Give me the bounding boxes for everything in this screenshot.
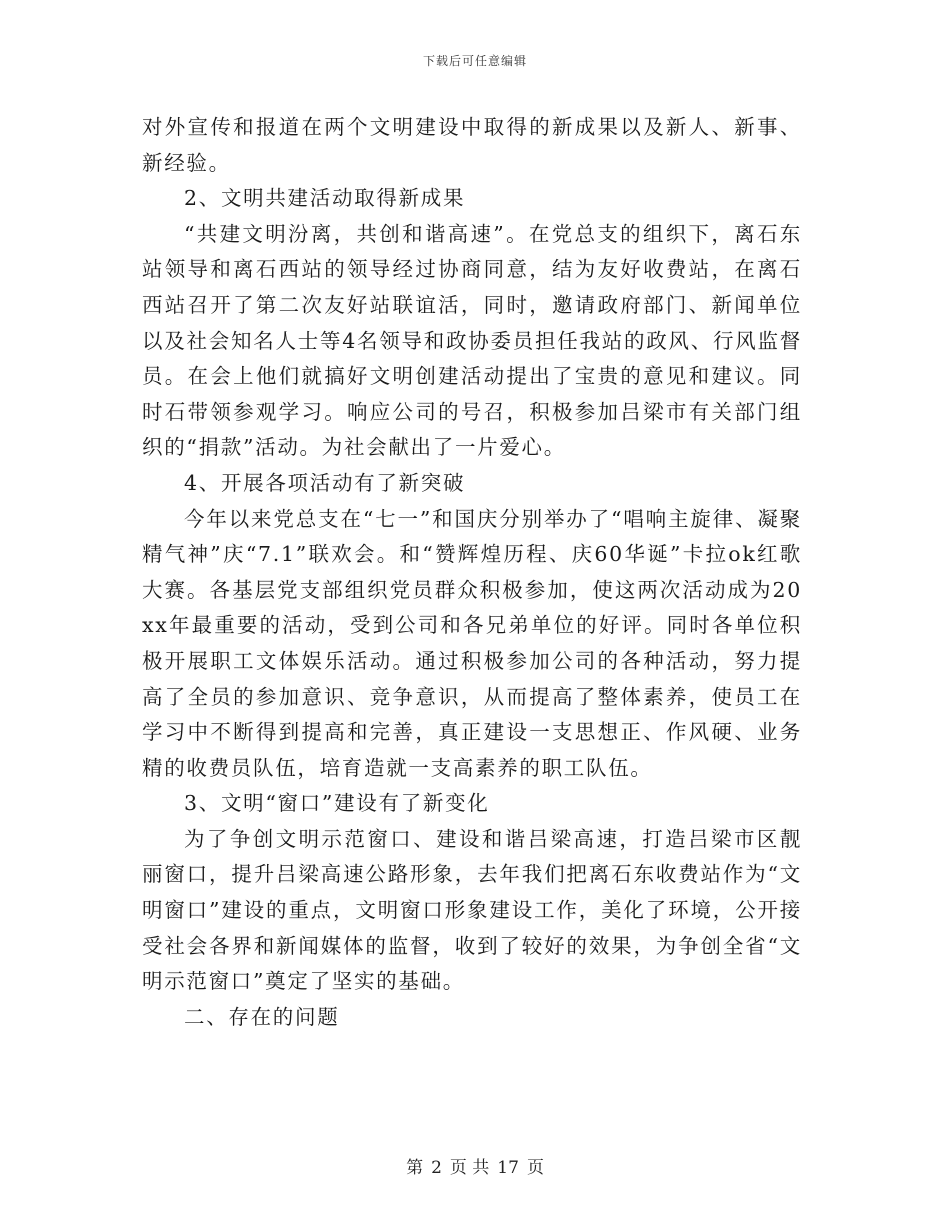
heading-civilization-co-building: 2、文明共建活动取得新成果 [184, 186, 466, 211]
page-total: 17 [497, 1158, 519, 1178]
document-body [142, 110, 802, 1035]
page-number-footer [0, 1153, 950, 1178]
paragraph-co-building: “共建文明汾离，共创和谐高速”。在党总支的组织下，离石东站领导和离石西站的领导经过协商同意，结为友好收费站，在离石西站召开了第二次友好站联谊活，同时，邀请政府部门、新闻单位以及社会知名人士等4名领导和政协委员担任我站的政风、行风监督员。在会上他们就搞好文明创建活动提出了宝贵的意见和建议。同时石带领参观学习。响应公司的号召，积极参加吕梁市有关部门组织的“捐款”活动。为社会献出了一片爱心。 [142, 221, 802, 460]
paragraph-continued: 对外宣传和报道在两个文明建设中取得的新成果以及新人、新事、新经验。 [142, 115, 802, 175]
heading-activities-breakthrough: 4、开展各项活动有了新突破 [184, 470, 466, 495]
heading-window-construction: 3、文明“窗口”建设有了新变化 [184, 791, 490, 816]
page-header-note: 下载后可任意编辑 [422, 54, 527, 68]
paragraph-activities: 今年以来党总支在“七一”和国庆分别举办了“唱响主旋律、凝聚精气神”庆“7.1”联欢会。和“赞辉煌历程、庆60华诞”卡拉ok红歌大赛。各基层党支部组织党员群众积极参加，使这两次活动成为20xx年最重要的活动，受到公司和各兄弟单位的好评。同时各单位积极开展职工文体娱乐活动。通过积极参加公司的各种活动，努力提高了全员的参加意识、竞争意识，从而提高了整体素养，使员工在学习中不断得到提高和完善，真正建设一支思想正、作风硬、业务精的收费员队伍，培育造就一支高素养的职工队伍。 [142, 506, 802, 780]
paragraph-window-construction: 为了争创文明示范窗口、建设和谐吕梁高速，打造吕梁市区靓丽窗口，提升吕梁高速公路形象，去年我们把离石东收费站作为“文明窗口”建设的重点，文明窗口形象建设工作，美化了环境，公开接受社会各界和新闻媒体的监督，收到了较好的效果，为争创全省“文明示范窗口”奠定了坚实的基础。 [142, 826, 802, 994]
page-suffix: 页 [526, 1158, 544, 1178]
page-prefix: 第 [406, 1158, 424, 1178]
page-current: 2 [431, 1158, 442, 1178]
page-middle: 页 共 [449, 1158, 490, 1178]
heading-existing-problems: 二、存在的问题 [184, 1004, 340, 1029]
